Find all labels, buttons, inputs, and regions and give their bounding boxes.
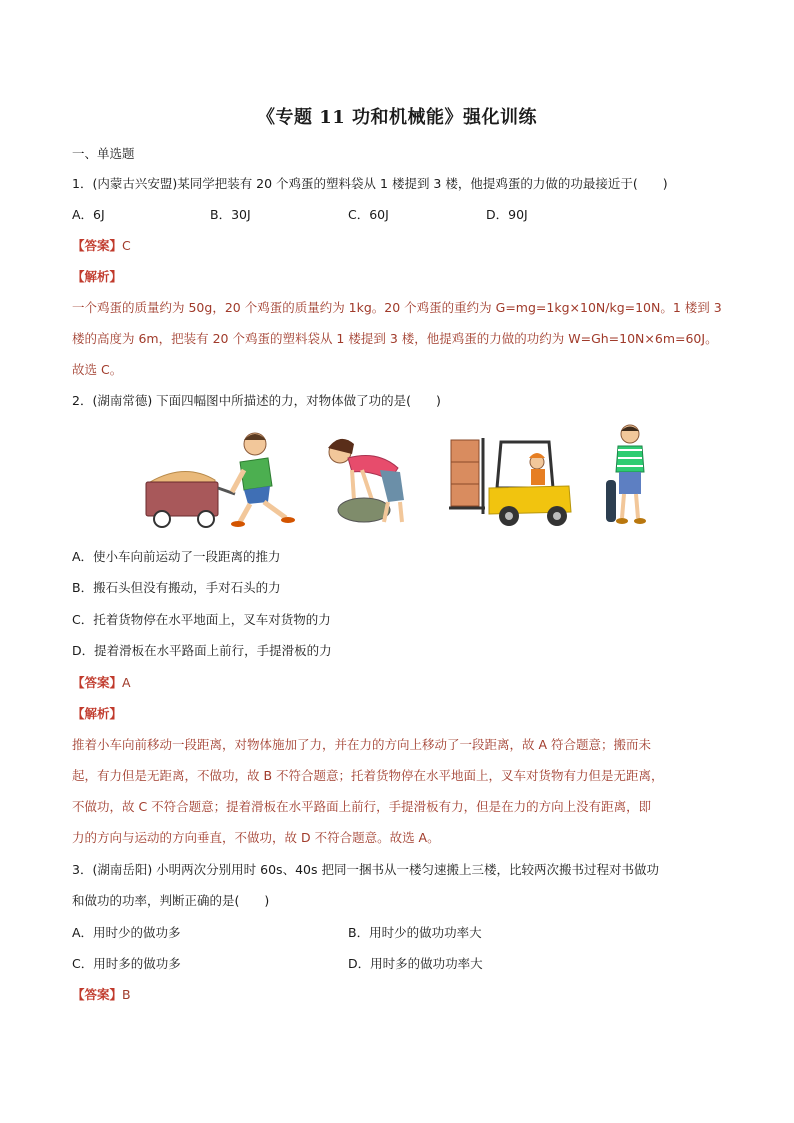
answer-value: C — [122, 238, 131, 253]
q1-option-d: D．90J — [486, 207, 528, 222]
carry-skateboard-illustration — [604, 422, 654, 530]
q3-option-c: C．用时多的做功多 — [72, 956, 181, 971]
q3-option-d: D．用时多的做功功率大 — [348, 956, 483, 971]
forklift-illustration — [445, 436, 580, 528]
q1-option-a: A．6J — [72, 207, 105, 222]
q3-option-a: A．用时少的做功多 — [72, 925, 181, 940]
answer-value: B — [122, 987, 131, 1002]
section-heading: 一、单选题 — [72, 146, 135, 161]
q2-option-c: C．托着货物停在水平地面上，叉车对货物的力 — [72, 612, 331, 627]
q2-analysis-line: 力的方向与运动的方向垂直，不做功，故 D 不符合题意。故选 A。 — [72, 830, 440, 845]
answer-label: 【答案】 — [72, 987, 123, 1002]
push-cart-illustration — [140, 422, 300, 532]
q1-answer — [72, 238, 131, 254]
q3-stem-line: 3．(湖南岳阳) 小明两次分别用时 60s、40s 把同一捆书从一楼匀速搬上三楼，比较两次搬书过程对书做功 — [72, 862, 659, 877]
q2-analysis-label: 【解析】 — [72, 706, 123, 721]
q2-option-a: A．使小车向前运动了一段距离的推力 — [72, 549, 281, 564]
answer-value: A — [122, 675, 131, 690]
q1-analysis-label: 【解析】 — [72, 269, 123, 284]
answer-label: 【答案】 — [72, 238, 123, 253]
q1-analysis-line: 一个鸡蛋的质量约为 50g，20 个鸡蛋的质量约为 1kg。20 个鸡蛋的重约为 G=mg=1kg×10N/kg=10N。1 楼到 3 — [72, 300, 722, 315]
q2-option-b: B．搬石头但没有搬动，手对石头的力 — [72, 580, 281, 595]
q1-option-b: B．30J — [210, 207, 251, 222]
q3-option-b: B．用时少的做功功率大 — [348, 925, 482, 940]
q2-analysis-line: 起，有力但是无距离，不做功，故 B 不符合题意；托着货物停在水平地面上，叉车对货物有力但是无距离， — [72, 768, 664, 783]
q2-analysis-line: 不做功，故 C 不符合题意；提着滑板在水平路面上前行，手提滑板有力，但是在力的方向上没有距离，即 — [72, 799, 652, 814]
q2-stem: 2．(湖南常德) 下面四幅图中所描述的力，对物体做了功的是( ) — [72, 393, 441, 408]
q2-analysis-line: 推着小车向前移动一段距离，对物体施加了力，并在力的方向上移动了一段距离，故 A 符合题意；搬而未 — [72, 737, 651, 752]
q3-stem-line: 和做功的功率，判断正确的是( ) — [72, 893, 270, 908]
q1-analysis-line: 故选 C。 — [72, 362, 123, 377]
page-title: 《专题 11 功和机械能》强化训练 — [256, 107, 538, 128]
answer-label: 【答案】 — [72, 675, 123, 690]
lift-rock-illustration — [318, 430, 418, 526]
q1-stem: 1．(内蒙古兴安盟)某同学把装有 20 个鸡蛋的塑料袋从 1 楼提到 3 楼，他提鸡蛋的力做的功最接近于( ) — [72, 176, 668, 191]
q3-answer — [72, 987, 131, 1003]
q1-analysis-line: 楼的高度为 6m，把装有 20 个鸡蛋的塑料袋从 1 楼提到 3 楼，他提鸡蛋的力做的功约为 W=Gh=10N×6m=60J。 — [72, 331, 718, 346]
q2-option-d: D．提着滑板在水平路面上前行，手提滑板的力 — [72, 643, 332, 658]
q2-answer — [72, 675, 131, 691]
q1-option-c: C．60J — [348, 207, 389, 222]
